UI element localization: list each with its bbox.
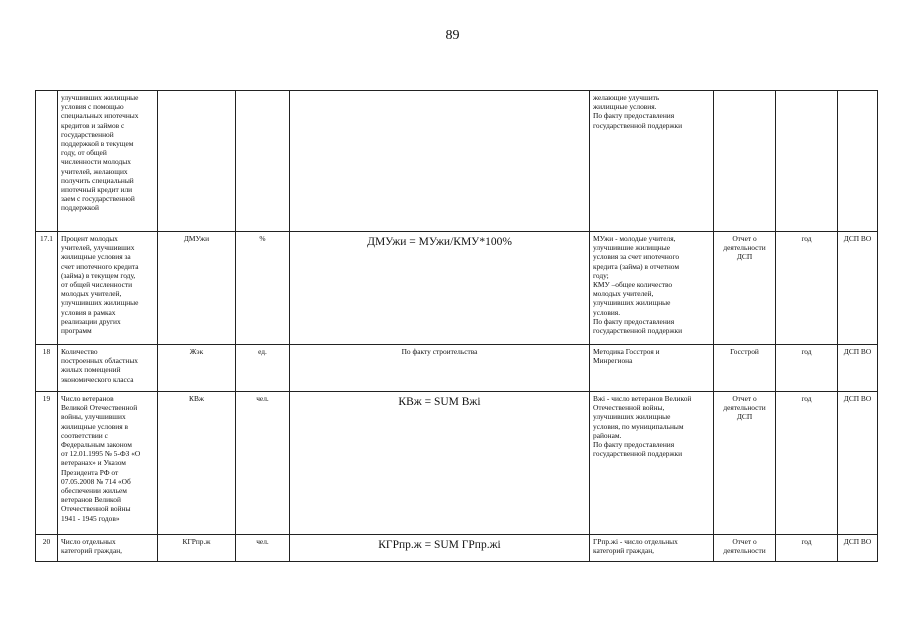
data-source: Отчет о деятельности ДСП	[714, 232, 776, 345]
indicator-formula: ДМУжи = МУжи/КМУ*100%	[367, 236, 512, 248]
indicator-formula: КГРпр.ж = SUM ГРпр.жi	[378, 539, 501, 551]
page-number: 89	[445, 28, 460, 43]
indicator-description: МУжи - молодые учителя, улучшившие жилищные условия за счет ипотечного кредита (займа) в отчетном году; КМУ –общее количество молодых учителей, улучшивших жилищные условия. По факту предоставления государственной поддержки	[590, 232, 714, 345]
indicator-code: КГРпр.ж	[158, 535, 236, 562]
data-source: Отчет о деятельности	[714, 535, 776, 562]
indicator-unit: чел.	[236, 392, 290, 535]
indicator-code	[158, 91, 236, 232]
indicator-name: Количество построенных областных жилых помещений экономического класса	[58, 345, 158, 392]
indicator-formula: По факту строительства	[401, 347, 478, 356]
indicator-code: Жэк	[158, 345, 236, 392]
indicators-table	[35, 90, 878, 562]
table-row	[36, 535, 878, 562]
report-period: год	[776, 392, 838, 535]
indicator-description: желающие улучшить жилищные условия. По факту предоставления государственной поддержки	[590, 91, 714, 232]
indicator-description: ГРпр.жi - число отдельных категорий граждан,	[590, 535, 714, 562]
indicator-formula-cell	[290, 535, 590, 562]
table-row	[36, 392, 878, 535]
indicator-code: ДМУжи	[158, 232, 236, 345]
indicator-name: улучшивших жилищные условия с помощью специальных ипотечных кредитов и займов с государственной поддержкой в текущем году, от общей численности молодых учителей, желающих получить специальный ипотечный кредит или заем с государственной поддержкой	[58, 91, 158, 232]
responsible-owner: ДСП ВО	[838, 232, 878, 345]
indicator-formula-cell	[290, 345, 590, 392]
report-period	[776, 91, 838, 232]
indicator-formula-cell	[290, 232, 590, 345]
indicator-description: Вжi - число ветеранов Великой Отечественной войны, улучшивших жилищные условия, по муниципальным районам. По факту предоставления государственной поддержки	[590, 392, 714, 535]
indicator-unit: %	[236, 232, 290, 345]
responsible-owner: ДСП ВО	[838, 345, 878, 392]
report-period: год	[776, 345, 838, 392]
report-period: год	[776, 535, 838, 562]
table-row	[36, 232, 878, 345]
data-source	[714, 91, 776, 232]
responsible-owner	[838, 91, 878, 232]
indicator-formula: КВж = SUM Вжi	[398, 396, 481, 408]
indicator-unit: чел.	[236, 535, 290, 562]
row-number: 20	[36, 535, 58, 562]
row-number: 19	[36, 392, 58, 535]
table-row	[36, 345, 878, 392]
indicator-unit: ед.	[236, 345, 290, 392]
data-source: Отчет о деятельности ДСП	[714, 392, 776, 535]
indicator-description: Методика Госстроя и Минрегиона	[590, 345, 714, 392]
indicator-code: КВж	[158, 392, 236, 535]
row-number: 18	[36, 345, 58, 392]
indicator-unit	[236, 91, 290, 232]
table-row	[36, 91, 878, 232]
responsible-owner: ДСП ВО	[838, 392, 878, 535]
indicator-name: Число отдельных категорий граждан,	[58, 535, 158, 562]
indicator-name: Число ветеранов Великой Отечественной войны, улучшивших жилищные условия в соответствии с Федеральным законом от 12.01.1995 № 5-ФЗ «О ветеранах» и Указом Президента РФ от 07.05.2008 № 714 «Об обеспечении жильем ветеранов Великой Отечественной войны 1941 - 1945 годов»	[58, 392, 158, 535]
indicator-formula-cell	[290, 392, 590, 535]
indicator-formula	[290, 91, 590, 232]
indicator-name: Процент молодых учителей, улучшивших жилищные условия за счет ипотечного кредита (займа) в текущем году, от общей численности молодых учителей, улучшивших жилищные условия в рамках реализации других программ	[58, 232, 158, 345]
row-number	[36, 91, 58, 232]
responsible-owner: ДСП ВО	[838, 535, 878, 562]
report-period: год	[776, 232, 838, 345]
data-source: Госстрой	[714, 345, 776, 392]
row-number: 17.1	[36, 232, 58, 345]
